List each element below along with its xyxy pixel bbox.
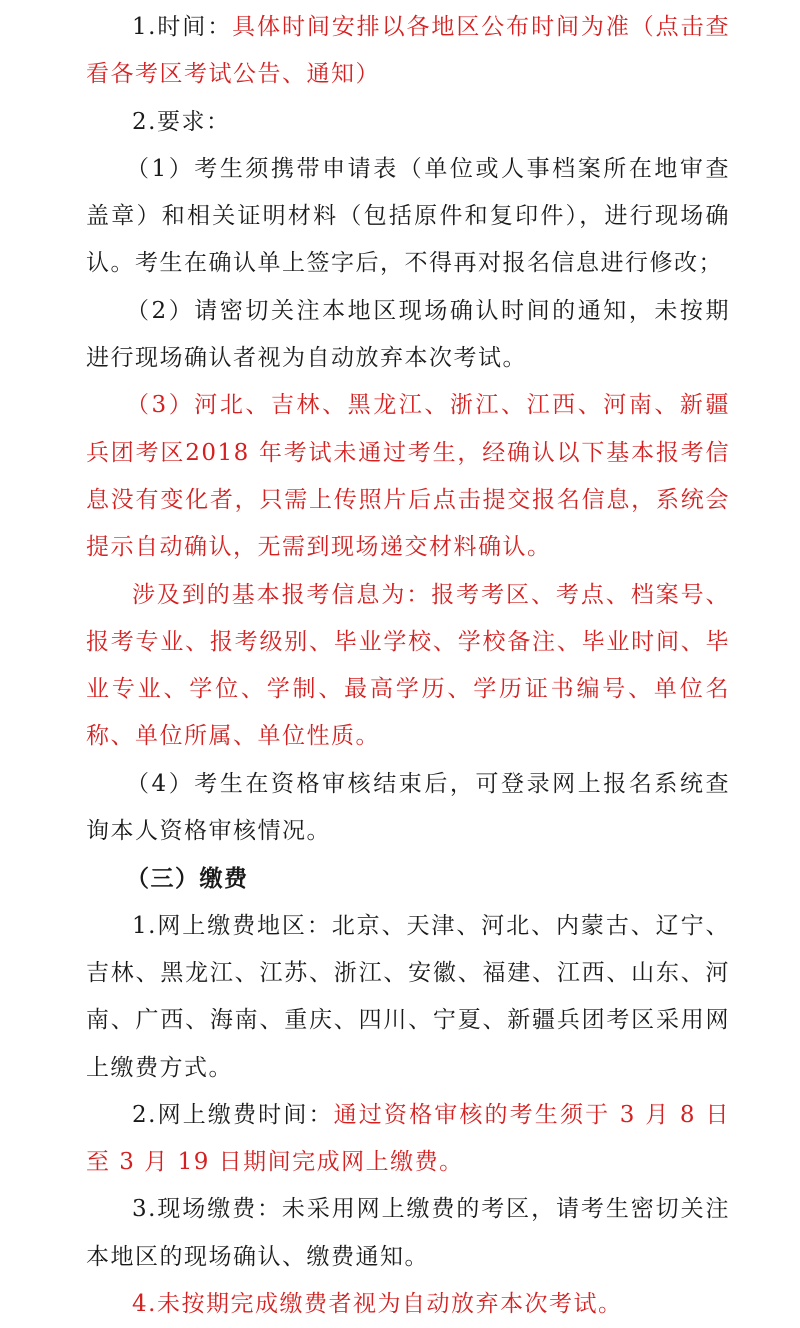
paragraph-time xyxy=(86,4,730,99)
requirement-3 xyxy=(86,382,730,571)
payment-heading-text: （三）缴费 xyxy=(126,865,249,893)
requirement-4-text: （4）考生在资格审核结束后，可登录网上报名系统查询本人资格审核情况。 xyxy=(86,770,730,845)
requirement-3-detail-text: 涉及到的基本报考信息为：报考考区、考点、档案号、报考专业、报考级别、毕业学校、学校备注、毕业时间、毕业专业、学位、学制、最高学历、学历证书编号、单位名称、单位所属、单位性质。 xyxy=(86,581,730,750)
payment-item-2-highlight: 通过资格审核的考生须于 3 月 8 日至 3 月 19 日期间完成网上缴费。 xyxy=(86,1101,730,1176)
requirement-2 xyxy=(86,288,730,383)
requirement-1 xyxy=(86,146,730,288)
requirements-heading xyxy=(86,99,730,146)
requirements-heading-text: 2.要求： xyxy=(132,108,231,135)
payment-item-3-text: 3.现场缴费：未采用网上缴费的考区，请考生密切关注本地区的现场确认、缴费通知。 xyxy=(86,1196,730,1270)
payment-item-3 xyxy=(86,1186,730,1281)
payment-item-1-text: 1.网上缴费地区：北京、天津、河北、内蒙古、辽宁、吉林、黑龙江、江苏、浙江、安徽、福建、江西、山东、河南、广西、海南、重庆、四川、宁夏、新疆兵团考区采用网上缴费方式。 xyxy=(86,912,730,1081)
requirement-4 xyxy=(86,761,730,856)
time-notice-link[interactable]: 具体时间安排以各地区公布时间为准（点击查看各考区考试公告、通知） xyxy=(86,14,730,88)
payment-item-2 xyxy=(86,1092,730,1187)
requirement-2-text: （2）请密切关注本地区现场确认时间的通知，未按期进行现场确认者视为自动放弃本次考试。 xyxy=(86,297,730,372)
payment-item-2-label: 2.网上缴费时间： xyxy=(132,1101,334,1128)
requirement-3-text: （3）河北、吉林、黑龙江、浙江、江西、河南、新疆兵团考区2018 年考试未通过考生，经确认以下基本报考信息没有变化者，只需上传照片后点击提交报名信息，系统会提示自动确认，无需到现场递交材料确认。 xyxy=(86,392,730,561)
payment-item-4 xyxy=(86,1281,730,1328)
payment-item-1 xyxy=(86,903,730,1092)
requirement-1-text: （1）考生须携带申请表（单位或人事档案所在地审查盖章）和相关证明材料（包括原件和复印件），进行现场确认。考生在确认单上签字后，不得再对报名信息进行修改； xyxy=(86,155,730,277)
payment-item-4-text: 4.未按期完成缴费者视为自动放弃本次考试。 xyxy=(132,1291,623,1318)
payment-heading xyxy=(86,855,730,902)
time-label: 1.时间： xyxy=(132,14,233,40)
requirement-3-detail xyxy=(86,572,730,761)
